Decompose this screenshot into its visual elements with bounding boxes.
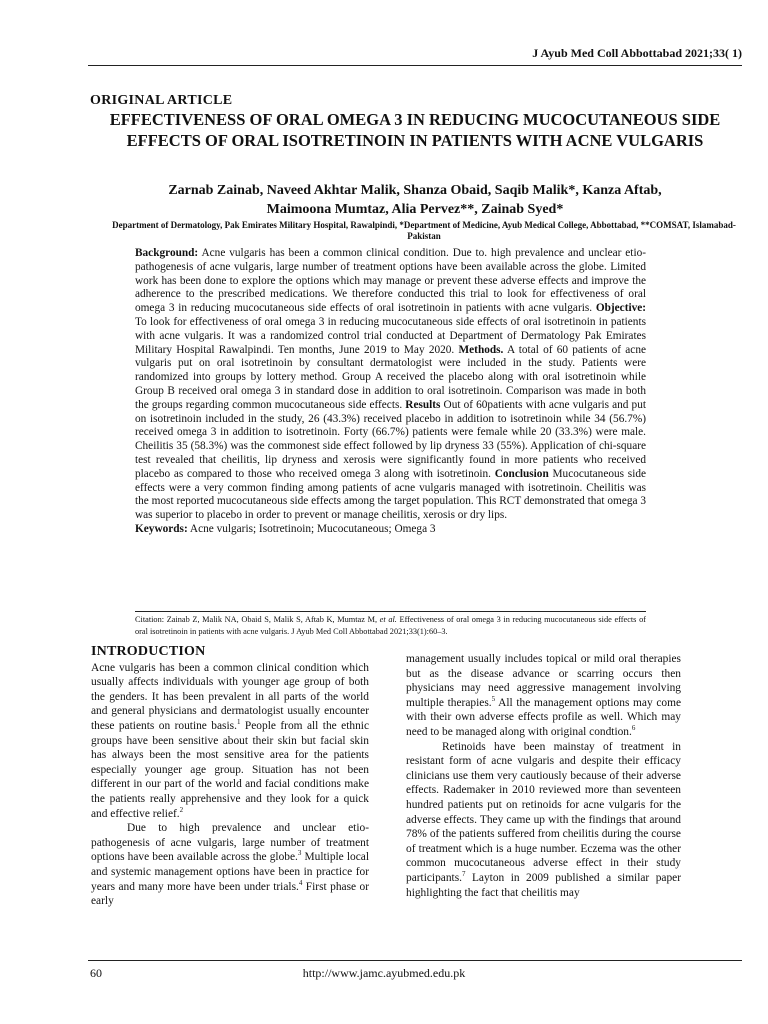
citation-text-b: Effectiveness of oral omega 3 in reducing mucocutaneous side effects of oral isotretinoin in patients with acne vulgaris. J Ayub Med Coll Abbottabad 2021;33(1):60–3. bbox=[135, 615, 646, 636]
paragraph-text: People from all the ethnic groups have been sensitive about their skin but facial skin has always been the most sensitive area for the patients especially younger age group. Situation has not been different in our part of the world and facial conditions make the patients really apprehensive and they look for a quick and effective relief. bbox=[91, 719, 370, 820]
footer-rule bbox=[88, 960, 742, 961]
article-title: EFFECTIVENESS OF ORAL OMEGA 3 IN REDUCING MUCOCUTANEOUS SIDE EFFECTS OF ORAL ISOTRETINOIN IN PATIENTS WITH ACNE VULGARIS bbox=[109, 110, 721, 150]
paragraph bbox=[406, 740, 681, 901]
objective-label: Objective: bbox=[595, 302, 647, 315]
reference-marker: 7 bbox=[462, 870, 466, 879]
author-list bbox=[88, 181, 742, 219]
body-column-right bbox=[406, 652, 681, 900]
keywords-text: Acne vulgaris; Isotretinoin; Mucocutaneous; Omega 3 bbox=[187, 522, 436, 535]
methods-label: Methods. bbox=[458, 343, 504, 356]
reference-marker: 4 bbox=[298, 878, 303, 887]
citation bbox=[135, 614, 646, 638]
reference-marker: 5 bbox=[491, 694, 496, 703]
paragraph-text: Layton in 2009 published a similar paper highlighting the fact that cheilitis may bbox=[406, 871, 681, 899]
author-line-2: Maimoona Mumtaz, Alia Pervez**, Zainab Syed* bbox=[266, 202, 564, 217]
section-heading-introduction: INTRODUCTION bbox=[91, 644, 206, 659]
conclusion-text: Mucocutaneous side effects were a very common finding among patients of acne vulgaris managed with isotretinoin. Cheilitis was the most reported mucocutaneous side effects among the target population. This RCT demonstrated that omega 3 was superior to placebo in order to prevent or manage cheilitis, xerosis or dry lips. bbox=[135, 467, 646, 522]
paragraph bbox=[406, 652, 681, 740]
paragraph-text: management usually includes topical or mild oral therapies but as the disease advance or scarring occurs then physicians may need aggressive management involving multiple therapies. bbox=[406, 653, 681, 709]
background-label: Background: bbox=[135, 247, 199, 259]
paragraph-text: Retinoids have been mainstay of treatment in resistant form of acne vulgaris and despite their efficacy clinicians use them very cautiously because of their adverse effects. Rademaker in 2010 reviewed more than seventeen hundred patients put on retinoids for acne vulgaris for the adverse effects. They came up with the findings that around 78% of the patients suffered from cheilitis during the course of treatment which is a huge number. Eczema was the other common mucocutaneous adverse effect in their study participants. bbox=[406, 740, 681, 884]
citation-etal: et al. bbox=[379, 615, 397, 624]
body-column-left bbox=[91, 645, 369, 909]
results-label: Results bbox=[405, 398, 441, 411]
paragraph bbox=[91, 821, 369, 909]
article-type-label: ORIGINAL ARTICLE bbox=[90, 93, 233, 108]
paragraph-text: Acne vulgaris has been a common clinical condition which usually affects individuals with younger age group of both the genders. It has been prevalent in all parts of the world and general physicians and dermatologist usually encounter these patients on routine basis. bbox=[91, 661, 369, 732]
abstract bbox=[135, 247, 646, 537]
keywords-label: Keywords: bbox=[135, 522, 188, 535]
conclusion-label: Conclusion bbox=[494, 467, 549, 480]
reference-marker: 6 bbox=[631, 724, 636, 733]
objective-text: To look for effectiveness of oral omega 3 in reducing mucocutaneous side effects of oral isotretinoin in patients with acne vulgaris. It was a randomized control trial conducted at Department of Dermatology Pak Emirates Military Hospital Rawalpindi. Ten months, June 2019 to May 2020. bbox=[135, 315, 646, 356]
paragraph-text: Due to high prevalence and unclear etio-pathogenesis of acne vulgaris, large number of treatment options have been available across the globe. bbox=[91, 822, 369, 864]
reference-marker: 3 bbox=[297, 849, 302, 858]
methods-text: A total of 60 patients of acne vulgaris put on oral isotretinoin by consultant dermatologist were included in the study. Patients were randomized into groups by lottery method. Group A received the placebo along with oral isotretinoin while Group B received oral omega 3 in standard dose in addition to oral isotretinoin. Comparison was made in both the groups regarding common mucocutaneous side effects. bbox=[135, 343, 646, 411]
paragraph bbox=[91, 661, 369, 822]
page-number: 60 bbox=[90, 966, 102, 980]
paragraph-text: Multiple local and systemic management options have been in practice for years and many more have been under trials. bbox=[91, 851, 369, 893]
paragraph-text: All the management options may come with their own adverse effects profile as well. Which may need to be managed along with original condtion. bbox=[406, 696, 681, 738]
paragraph-text: First phase or early bbox=[91, 880, 370, 908]
affiliations: Department of Dermatology, Pak Emirates Military Hospital, Rawalpindi, *Department of Medicine, Ayub Medical College, Abbottabad, **COMSAT, Islamabad-Pakistan bbox=[112, 220, 736, 241]
header-rule bbox=[88, 65, 742, 66]
abstract-rule bbox=[135, 611, 646, 612]
reference-marker: 1 bbox=[236, 718, 241, 727]
journal-citation-header: J Ayub Med Coll Abbottabad 2021;33( 1) bbox=[532, 46, 742, 60]
results-text: Out of 60patients with acne vulgaris and put on isotretinoin included in the study, 26 (43.3%) received placebo in addition to isotretinoin while 34 (56.7%) received omega 3 in addition to isotretinoin. Forty (66.7%) patients were female while 20 (33.3%) were male. Cheilitis 35 (58.3%) was the commonest side effect followed by lip dryness 33 (55%). Application of chi-square test revealed that cheilitis, lip dryness and xerosis were significantly found in more patients who received placebo as compared to those who received omega 3 along with isotretinoin. bbox=[135, 398, 646, 480]
background-text: Acne vulgaris has been a common clinical condition. Due to. high prevalence and unclear etio-pathogenesis of acne vulgaris, large number of treatment options have been available across the globe. Limited work has been done to explore the options which may manage or prevent these adverse effects and improve the adherence to the prescribed medications. We therefore conducted this trial to look for effectiveness of oral omega 3 in reducing mucocutaneous side effects of oral isotretinoin in patients with acne vulgaris. bbox=[135, 247, 646, 315]
author-line-1: Zarnab Zainab, Naveed Akhtar Malik, Shanza Obaid, Saqib Malik*, Kanza Aftab, bbox=[168, 183, 662, 198]
citation-text-a: Citation: Zainab Z, Malik NA, Obaid S, Malik S, Aftab K, Mumtaz M, bbox=[135, 615, 380, 624]
journal-url-link[interactable]: http://www.jamc.ayubmed.edu.pk bbox=[302, 966, 466, 980]
reference-marker: 2 bbox=[179, 805, 184, 814]
